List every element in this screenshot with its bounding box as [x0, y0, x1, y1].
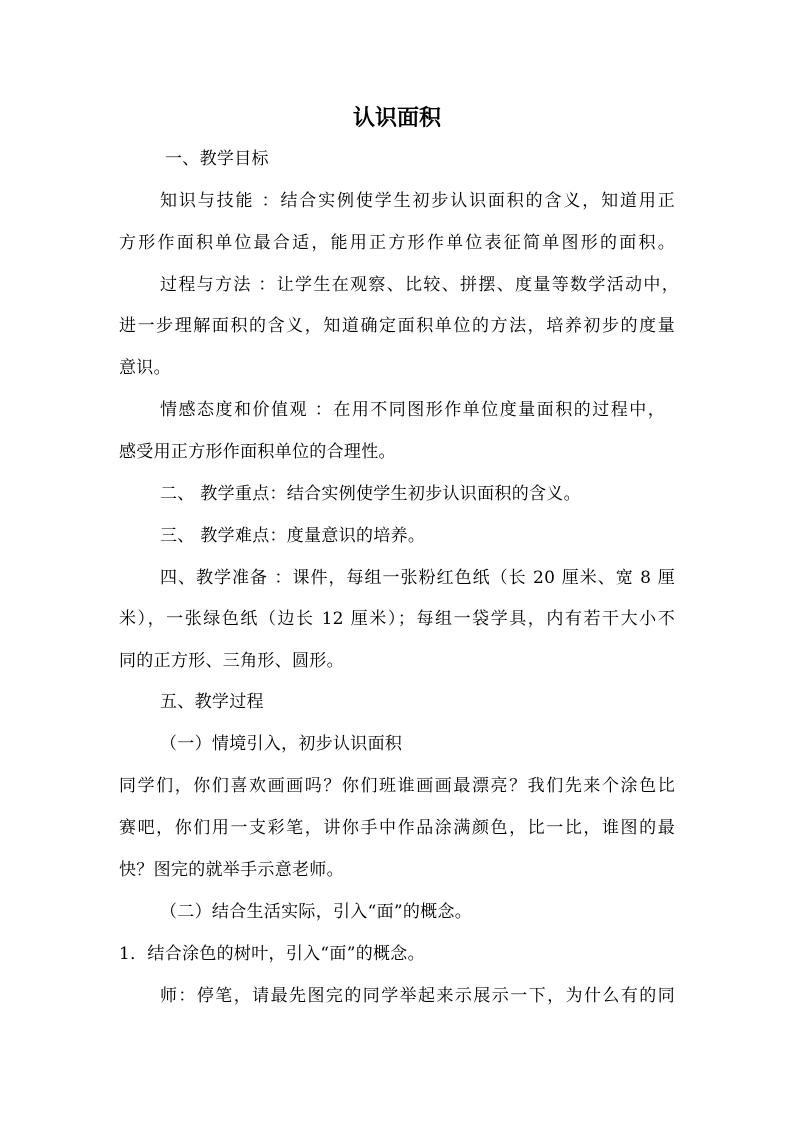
heading-teaching-objectives: 一、教学目标 [165, 149, 269, 169]
paragraph-line: 感受用正方形作面积单位的合理性。 [119, 442, 396, 462]
heading-teaching-difficulty: 三、 教学难点：度量意识的培养。 [160, 526, 426, 546]
paragraph-line: 方形作面积单位最合适，能用正方形作单位表征简单图形的面积。 [119, 233, 675, 253]
paragraph-line: 过程与方法 ：让学生在观察、比较、拼摆、度量等数学活动中， [160, 275, 679, 295]
document-title: 认识面积 [352, 106, 441, 131]
paragraph-line: 师：停笔，请最先图完的同学举起来示展示一下，为什么有的同 [160, 986, 675, 1006]
numbered-item: 1．结合涂色的树叶，引入“面”的概念。 [119, 944, 425, 964]
paragraph-line: 快？图完的就举手示意老师。 [119, 860, 344, 880]
subheading-situation-intro: （一）情境引入，初步认识面积 [160, 734, 403, 754]
paragraph-line: 知识与技能 ：结合实例使学生初步认识面积的含义，知道用正 [160, 191, 675, 211]
paragraph-line: 同的正方形、三角形、圆形。 [119, 651, 344, 671]
paragraph-line: 米），一张绿色纸（边长 12 厘米）；每组一袋学具，内有若干大小不 [119, 609, 675, 629]
paragraph-line: 意识。 [119, 358, 171, 378]
paragraph-line: 赛吧，你们用一支彩笔，讲你手中作品涂满颜色，比一比，谁图的最 [119, 818, 675, 838]
heading-teaching-process: 五、教学过程 [160, 692, 264, 712]
paragraph-line: 同学们，你们喜欢画画吗？你们班谁画画最漂亮？我们先来个涂色比 [119, 776, 675, 796]
paragraph-line: 进一步理解面积的含义，知道确定面积单位的方法，培养初步的度量 [119, 316, 675, 336]
paragraph-line: 四、教学准备 ：课件，每组一张粉红色纸（长 20 厘米、宽 8 厘 [160, 568, 675, 588]
heading-teaching-focus: 二、 教学重点：结合实例使学生初步认识面积的含义。 [160, 484, 581, 504]
subheading-life-concept: （二）结合生活实际，引入“面”的概念。 [160, 902, 473, 922]
paragraph-line: 情感态度和价值观 ：在用不同图形作单位度量面积的过程中， [160, 400, 665, 420]
